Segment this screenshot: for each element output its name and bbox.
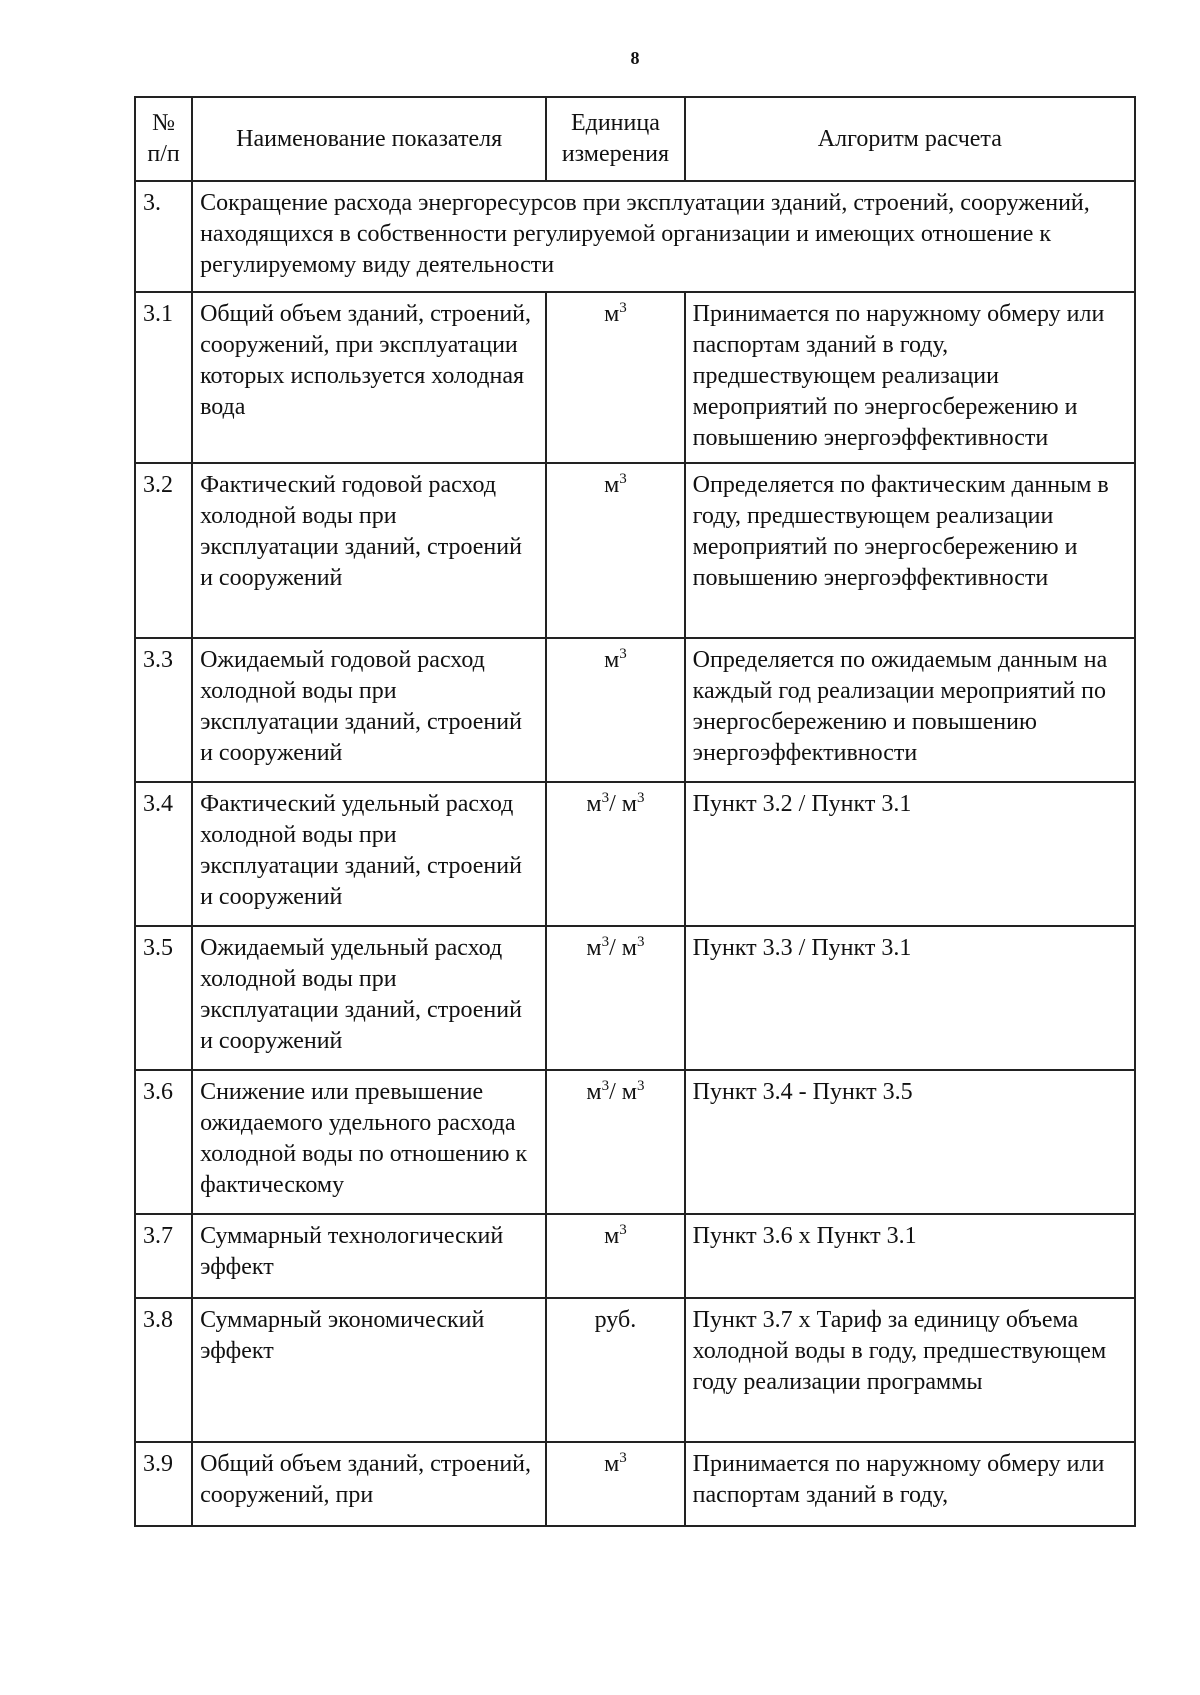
row-unit: $м^3$ [546,638,684,782]
row-num: 3.5 [135,926,192,1070]
row-algorithm: Пункт 3.2 / Пункт 3.1 [685,782,1135,926]
header-unit: Единица измерения [546,97,684,181]
row-unit: $м^3$ [546,292,684,463]
row-num: 3.4 [135,782,192,926]
row-name: Фактический годовой расход холодной воды при эксплуатации зданий, строений и сооружений [192,463,546,638]
row-unit: $м^3/$ $м^3$ [546,926,684,1070]
table-row [135,1214,1135,1298]
table-row [135,463,1135,638]
indicator-table [134,96,1136,1527]
header-algorithm: Алгоритм расчета [685,97,1135,181]
row-name: Общий объем зданий, строений, сооружений, при эксплуатации которых используется холодная вода [192,292,546,463]
row-num: 3.9 [135,1442,192,1526]
table-row [135,1298,1135,1442]
table-row [135,292,1135,463]
table-row [135,638,1135,782]
row-unit: $м^3$ [546,1442,684,1526]
row-num: 3.7 [135,1214,192,1298]
header-name: Наименование показателя [192,97,546,181]
row-name: Суммарный экономический эффект [192,1298,546,1442]
row-num: 3.8 [135,1298,192,1442]
row-name: Фактический удельный расход холодной воды при эксплуатации зданий, строений и сооружений [192,782,546,926]
row-name: Ожидаемый годовой расход холодной воды при эксплуатации зданий, строений и сооружений [192,638,546,782]
row-name: Суммарный технологический эффект [192,1214,546,1298]
page-number: 8 [630,48,640,68]
row-algorithm: Определяется по фактическим данным в году, предшествующем реализации мероприятий по энергосбережению и повышению энергоэффективности [685,463,1135,638]
section-row [135,181,1135,292]
row-name: Снижение или превышение ожидаемого удельного расхода холодной воды по отношению к фактическому [192,1070,546,1214]
table-row [135,782,1135,926]
row-algorithm: Пункт 3.4 - Пункт 3.5 [685,1070,1135,1214]
row-num: 3.1 [135,292,192,463]
section-title: Сокращение расхода энергоресурсов при эксплуатации зданий, строений, сооружений, находящихся в собственности регулируемой организации и имеющих отношение к регулируемому виду деятельности [192,181,1135,292]
header-num: № п/п [135,97,192,181]
row-algorithm: Принимается по наружному обмеру или паспортам зданий в году, предшествующем реализации мероприятий по энергосбережению и повышению энергоэффективности [685,292,1135,463]
row-unit: $м^3/$ $м^3$ [546,782,684,926]
row-num: 3.2 [135,463,192,638]
table-row [135,1442,1135,1526]
row-unit: $м^3$ [546,463,684,638]
row-unit: $м^3$ [546,1214,684,1298]
row-unit: $м^3/$ $м^3$ [546,1070,684,1214]
row-name: Общий объем зданий, строений, сооружений, при [192,1442,546,1526]
row-algorithm: Принимается по наружному обмеру или паспортам зданий в году, [685,1442,1135,1526]
row-algorithm: Пункт 3.3 / Пункт 3.1 [685,926,1135,1070]
row-num: 3.6 [135,1070,192,1214]
row-unit: руб. [546,1298,684,1442]
table-header-row [135,97,1135,181]
table-row [135,1070,1135,1214]
row-algorithm: Определяется по ожидаемым данным на каждый год реализации мероприятий по энергосбережению и повышению энергоэффективности [685,638,1135,782]
row-algorithm: Пункт 3.7 х Тариф за единицу объема холодной воды в году, предшествующем году реализации программы [685,1298,1135,1442]
row-name: Ожидаемый удельный расход холодной воды при эксплуатации зданий, строений и сооружений [192,926,546,1070]
table-row [135,926,1135,1070]
row-num: 3.3 [135,638,192,782]
row-algorithm: Пункт 3.6 х Пункт 3.1 [685,1214,1135,1298]
section-num: 3. [135,181,192,292]
